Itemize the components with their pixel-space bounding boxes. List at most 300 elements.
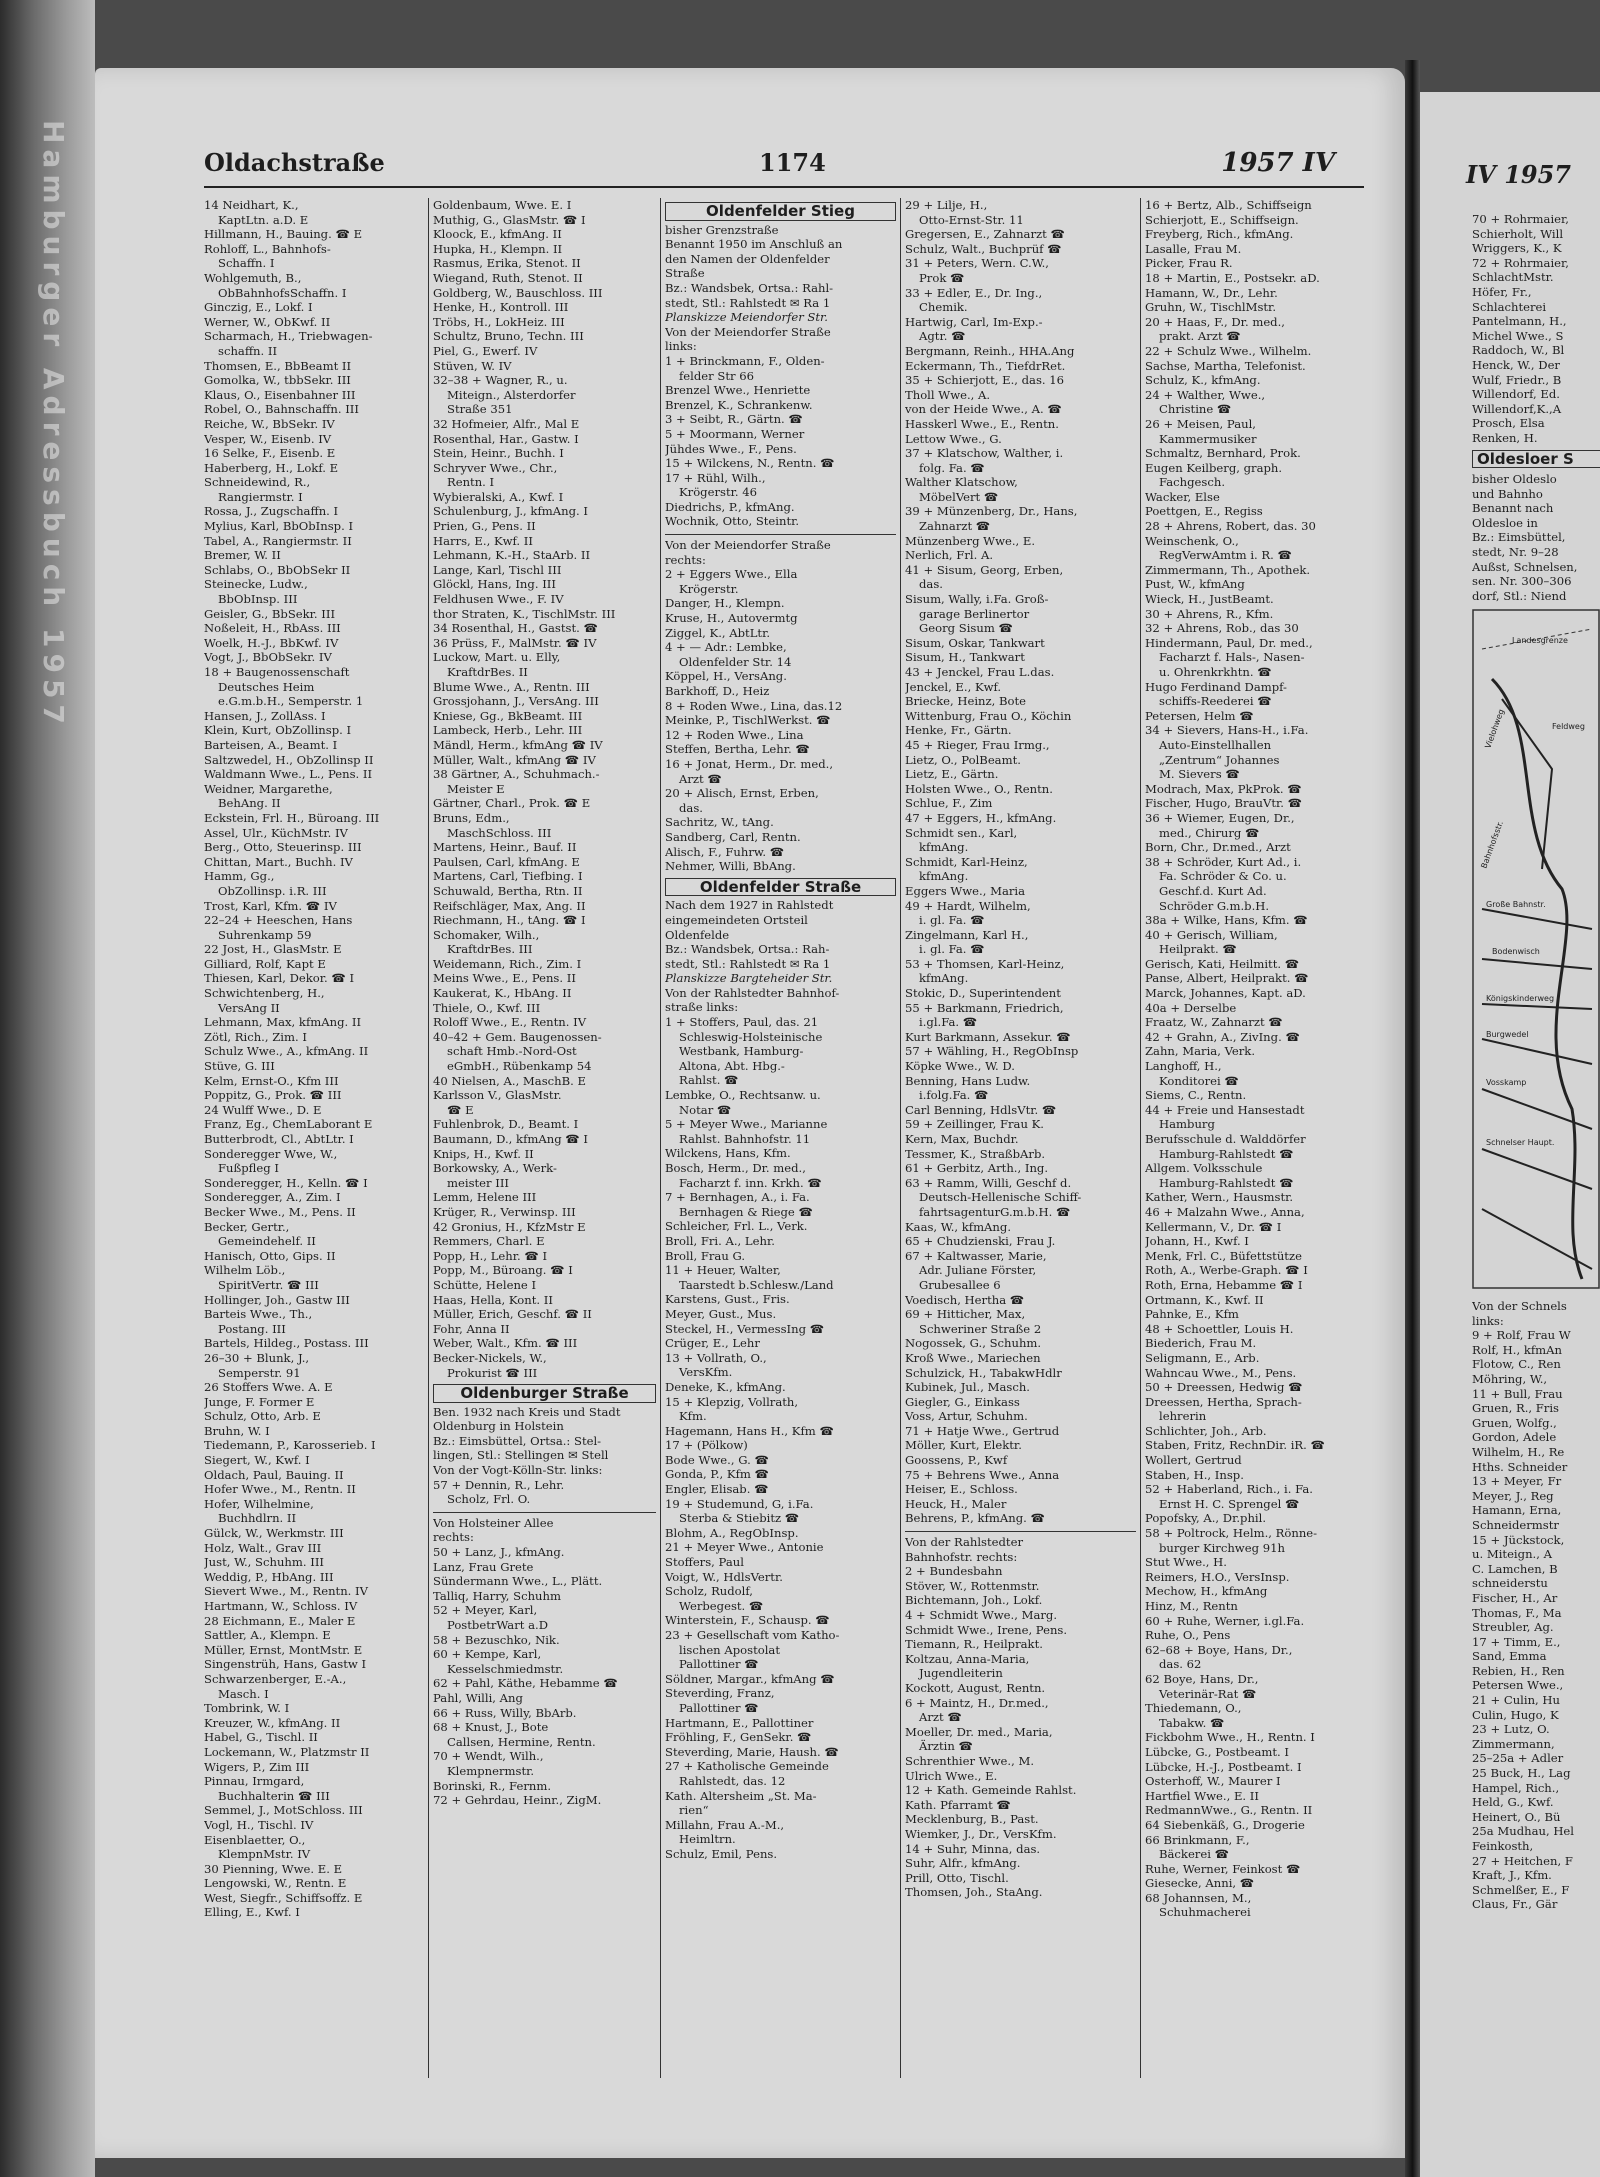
directory-entry: Sonderegger, H., Kelln. ☎ I — [204, 1175, 368, 1190]
directory-entry: SpiritVertr. ☎ III — [218, 1277, 319, 1292]
directory-entry: 67 + Kaltwasser, Marie, — [905, 1248, 1047, 1263]
directory-entry: Voedisch, Hertha ☎ — [905, 1292, 1025, 1307]
directory-entry: Deutsch-Hellenische Schiff- — [919, 1190, 1082, 1205]
directory-entry: Stüven, W. IV — [433, 358, 512, 373]
directory-entry: Reimers, H.O., VersInsp. — [1145, 1569, 1290, 1584]
directory-entry: Gruen, R., Fris — [1472, 1401, 1559, 1416]
directory-entry: 23 + Lutz, O. — [1472, 1722, 1550, 1737]
directory-entry: Schlabs, O., BbObSekr II — [204, 562, 351, 577]
directory-entry: Tholl Wwe., A. — [905, 387, 991, 402]
directory-entry: Zötl, Rich., Zim. I — [204, 1029, 307, 1044]
directory-entry: Poppitz, G., Prok. ☎ III — [204, 1088, 342, 1103]
directory-entry: Sündermann Wwe., L., Plätt. — [433, 1574, 603, 1589]
directory-entry: Hamburg — [1159, 1117, 1215, 1132]
directory-entry: 64 Siebenkäß, G., Drogerie — [1145, 1817, 1305, 1832]
directory-entry: Gonda, P., Kfm ☎ — [665, 1467, 769, 1482]
directory-entry: Petersen, Helm ☎ — [1145, 708, 1254, 723]
directory-entry: Feldhusen Wwe., F. IV — [433, 592, 564, 607]
directory-entry: Schwarzenberger, E.-A., — [204, 1671, 347, 1686]
directory-entry: und Bahnho — [1472, 486, 1543, 501]
directory-entry: Benannt nach — [1472, 501, 1554, 516]
directory-entry: Fußpfleg I — [218, 1161, 279, 1176]
directory-entry: Zahnarzt ☎ — [919, 519, 991, 534]
directory-entry: schaffn. II — [218, 343, 278, 358]
map-street-label: Vielohweg — [1483, 708, 1506, 751]
directory-entry: Lübcke, G., Postbeamt. I — [1145, 1744, 1289, 1759]
directory-entry: Rebien, H., Ren — [1472, 1663, 1565, 1678]
directory-entry: 41 + Sisum, Georg, Erben, — [905, 562, 1064, 577]
directory-entry: Wilhelm Löb., — [204, 1263, 286, 1278]
directory-entry: Lietz, O., PolBeamt. — [905, 752, 1021, 767]
directory-entry: West, Siegfr., Schiffsoffz. E — [204, 1890, 363, 1905]
directory-entry: Raddoch, W., Bl — [1472, 343, 1565, 358]
map-street-label: Feldweg — [1552, 722, 1585, 732]
directory-entry: Poettgen, E., Regiss — [1145, 504, 1263, 519]
directory-entry: Pinnau, Irmgard, — [204, 1774, 305, 1789]
directory-entry: Johann, H., Kwf. I — [1145, 1234, 1249, 1249]
directory-entry: ObZollinsp. i.R. III — [218, 883, 327, 898]
directory-entry: Winterstein, F., Schausp. ☎ — [665, 1613, 830, 1628]
directory-entry: Krögerstr. 46 — [679, 485, 758, 500]
directory-entry: Masch. I — [218, 1686, 269, 1701]
directory-entry: Pallottiner ☎ — [679, 1657, 759, 1672]
directory-entry: Prokurist ☎ III — [447, 1365, 538, 1380]
directory-entry: 14 + Suhr, Minna, das. — [905, 1841, 1041, 1856]
directory-entry: 34 Rosenthal, H., Gastst. ☎ — [433, 621, 598, 636]
directory-entry: Kath. Pfarramt ☎ — [905, 1797, 1011, 1812]
directory-entry: Wulf, Friedr., B — [1472, 372, 1562, 387]
directory-entry: Heimltrn. — [679, 1832, 736, 1847]
directory-entry: das. 62 — [1159, 1657, 1202, 1672]
directory-entry: Bartels, Hildeg., Postass. III — [204, 1336, 369, 1351]
directory-entry: Semperstr. 91 — [218, 1365, 301, 1380]
directory-entry: Menk, Frl. C., Büfettstütze — [1145, 1248, 1302, 1263]
book-gutter — [1405, 60, 1420, 2177]
directory-entry: Agtr. ☎ — [919, 329, 966, 344]
directory-entry: Barteis Wwe., Th., — [204, 1307, 313, 1322]
column-4 — [900, 198, 1140, 2078]
directory-entry: Heiser, E., Schloss. — [905, 1482, 1018, 1497]
directory-entry: kfmAng. — [919, 971, 969, 986]
directory-entry: Barkhoff, D., Heiz — [665, 684, 770, 698]
directory-entry: Trost, Karl, Kfm. ☎ IV — [204, 898, 337, 913]
directory-entry: 27 + Katholische Gemeinde — [665, 1759, 829, 1774]
directory-entry: Callsen, Hermine, Rentn. — [447, 1734, 596, 1749]
directory-entry: Thomsen, E., BbBeamt II — [204, 358, 352, 373]
directory-entry: Werbegest. ☎ — [679, 1598, 764, 1613]
directory-entry: das. — [919, 577, 943, 592]
directory-entry: rien“ — [679, 1803, 709, 1818]
directory-entry: Bz.: Eimsbüttel, Ortsa.: Stel- — [433, 1433, 602, 1448]
directory-entry: Danger, H., Klempn. — [665, 596, 785, 611]
directory-entry: Ernst H. C. Sprengel ☎ — [1159, 1496, 1300, 1511]
directory-entry: 15 + Wilckens, N., Rentn. ☎ — [665, 456, 835, 471]
directory-entry: Meinke, P., TischlWerkst. ☎ — [665, 713, 831, 728]
directory-entry: 32–38 + Wagner, R., u. — [433, 373, 568, 388]
directory-entry: Schaffn. I — [218, 256, 275, 271]
directory-entry: Oldenfelde — [665, 927, 730, 942]
directory-entry: schaft Hmb.-Nord-Ost — [447, 1044, 577, 1059]
directory-entry: Flotow, C., Ren — [1472, 1357, 1561, 1372]
directory-entry: Möller, Kurt, Elektr. — [905, 1438, 1022, 1453]
directory-entry: e.G.m.b.H., Semperstr. 1 — [218, 694, 364, 709]
directory-entry: 75 + Behrens Wwe., Anna — [905, 1467, 1060, 1482]
directory-entry: Holz, Walt., Grav III — [204, 1540, 322, 1555]
directory-entry: Otto-Ernst-Str. 11 — [919, 212, 1024, 227]
directory-entry: Hagemann, Hans H., Kfm ☎ — [665, 1423, 834, 1438]
directory-entry: Veterinär-Rat ☎ — [1159, 1686, 1257, 1701]
directory-entry: Fickbohm Wwe., H., Rentn. I — [1145, 1730, 1315, 1745]
directory-entry: i. gl. Fa. ☎ — [919, 942, 985, 957]
directory-entry: Fischer, H., Ar — [1472, 1590, 1558, 1605]
directory-entry: 26–30 + Blunk, J., — [204, 1350, 310, 1365]
directory-entry: Wacker, Else — [1145, 489, 1220, 504]
directory-entry: Kockott, August, Rentn. — [905, 1680, 1046, 1695]
directory-entry: Jühdes Wwe., F., Pens. — [665, 441, 797, 456]
directory-entry: Suhr, Alfr., kfmAng. — [905, 1856, 1021, 1871]
directory-entry: 21 + Culin, Hu — [1472, 1693, 1561, 1708]
directory-entry: Kellermann, V., Dr. ☎ I — [1145, 1219, 1282, 1234]
directory-entry: Weddig, P., HbAng. III — [204, 1569, 334, 1584]
directory-entry: Schulenburg, J., kfmAng. I — [433, 504, 588, 519]
directory-entry: Marck, Johannes, Kapt. aD. — [1145, 986, 1306, 1001]
directory-entry: 60 + Ruhe, Werner, i.gl.Fa. — [1145, 1613, 1305, 1628]
directory-entry: Gruen, Wolfg., — [1472, 1415, 1557, 1430]
directory-entry: Schmidt, Karl-Heinz, — [905, 854, 1028, 869]
directory-entry: 53 + Thomsen, Karl-Heinz, — [905, 956, 1065, 971]
directory-entry: 16 Selke, F., Eisenb. E — [204, 446, 336, 461]
directory-entry: 14 Neidhart, K., — [204, 198, 299, 212]
directory-entry: Münzenberg Wwe., E. — [905, 533, 1036, 548]
directory-entry: Reiche, W., BbSekr. IV — [204, 416, 335, 431]
directory-entry: Gomolka, W., tbbSekr. III — [204, 373, 351, 388]
directory-entry: Schlichter, Joh., Arb. — [1145, 1423, 1267, 1438]
directory-entry: Tiemann, R., Heilprakt. — [905, 1637, 1043, 1652]
directory-entry: Staben, Fritz, RechnDir. iR. ☎ — [1145, 1438, 1325, 1453]
directory-entry: Lengowski, W., Rentn. E — [204, 1876, 347, 1891]
directory-entry: 58 + Bezuschko, Nik. — [433, 1632, 560, 1647]
directory-entry: Ziggel, K., AbtLtr. — [665, 625, 771, 640]
directory-entry: „Zentrum“ Johannes — [1159, 752, 1280, 767]
directory-entry: 58 + Poltrock, Helm., Rönne- — [1145, 1526, 1318, 1541]
directory-entry: Panse, Albert, Heilprakt. ☎ — [1145, 971, 1309, 986]
directory-entry: Ärztin ☎ — [919, 1739, 973, 1754]
directory-entry: Westbank, Hamburg- — [679, 1044, 804, 1059]
directory-entry: eGmbH., Rübenkamp 54 — [447, 1059, 592, 1074]
directory-entry: Barteisen, A., Beamt. I — [204, 737, 338, 752]
directory-entry: Zimmermann, — [1472, 1736, 1555, 1751]
directory-entry: Henke, H., Kontroll. III — [433, 300, 569, 315]
directory-entry: Schulz, Otto, Arb. E — [204, 1409, 321, 1424]
directory-entry: Oldesloe in — [1472, 515, 1538, 530]
directory-entry: Facharzt f. inn. Krkh. ☎ — [679, 1175, 822, 1190]
directory-entry: 48 + Schoettler, Louis H. — [1145, 1321, 1294, 1336]
directory-entry: Kath. Altersheim „St. Ma- — [665, 1788, 817, 1803]
directory-entry: Müller, Erich, Geschf. ☎ II — [433, 1307, 592, 1322]
directory-entry: ObBahnhofsSchaffn. I — [218, 285, 347, 300]
directory-entry: 52 + Meyer, Karl, — [433, 1603, 538, 1618]
directory-entry: Wigers, P., Zim III — [204, 1759, 310, 1774]
directory-entry: 21 + Meyer Wwe., Antonie — [665, 1540, 824, 1555]
directory-entry: Pantelmann, H., — [1472, 314, 1567, 329]
directory-entry: Schwichtenberg, H., — [204, 986, 325, 1001]
directory-entry: Diedrichs, P., kfmAng. — [665, 499, 795, 514]
directory-entry: Hamm, Gg., — [204, 869, 275, 884]
directory-entry: Saltzwedel, H., ObZollinsp II — [204, 752, 374, 767]
directory-entry: Kubinek, Jul., Masch. — [905, 1380, 1030, 1395]
directory-entry: Wriggers, K., K — [1472, 241, 1562, 256]
directory-entry: Hinz, M., Rentn — [1145, 1599, 1238, 1613]
directory-entry: RegVerwAmtm i. R. ☎ — [1159, 548, 1292, 563]
directory-entry: Hofer, Wilhelmine, — [204, 1496, 314, 1511]
directory-entry: Assel, Ulr., KüchMstr. IV — [204, 825, 348, 840]
directory-entry: 13 + Meyer, Fr — [1472, 1474, 1562, 1489]
directory-entry: Osterhoff, W., Maurer I — [1145, 1774, 1281, 1789]
directory-entry: Nerlich, Frl. A. — [905, 548, 994, 563]
directory-entry: Culin, Hugo, K — [1472, 1707, 1559, 1722]
directory-entry: sen. Nr. 300–306 — [1472, 574, 1572, 589]
directory-entry: 49 + Hardt, Wilhelm, — [905, 898, 1031, 913]
directory-entry: Lembke, O., Rechtsanw. u. — [665, 1088, 821, 1103]
directory-entry: Kaas, W., kfmAng. — [905, 1219, 1012, 1234]
directory-entry: 42 + Grahn, A., ZivIng. ☎ — [1145, 1029, 1300, 1044]
directory-entry: Pust, W., kfmAng — [1145, 577, 1245, 592]
directory-entry: Notar ☎ — [679, 1102, 732, 1117]
directory-entry: Rahlstedt, das. 12 — [679, 1773, 786, 1788]
directory-entry: 1 + Brinckmann, F., Olden- — [665, 353, 825, 368]
directory-entry: Schneidewind, R., — [204, 475, 311, 490]
directory-entry: Schierjott, E., Schiffseign. — [1145, 212, 1299, 227]
directory-entry: Henck, W., Der — [1472, 357, 1560, 372]
directory-entry: 22 Jost, H., GlasMstr. E — [204, 942, 342, 957]
directory-entry: Nach dem 1927 in Rahlstedt — [665, 898, 834, 913]
directory-entry: 15 + Klepzig, Vollrath, — [665, 1394, 799, 1409]
directory-entry: 27 + Heitchen, F — [1472, 1853, 1573, 1868]
directory-entry: 44 + Freie und Hansestadt — [1145, 1102, 1305, 1117]
directory-entry: Chemik. — [919, 300, 968, 315]
directory-entry: 66 + Russ, Willy, BbArb. — [433, 1705, 577, 1720]
directory-entry: Hampel, Rich., — [1472, 1780, 1560, 1795]
directory-entry: Von Holsteiner Allee — [433, 1515, 554, 1530]
directory-entry: Goossens, P., Kwf — [905, 1453, 1008, 1468]
directory-entry: 31 + Peters, Wern. C.W., — [905, 256, 1049, 271]
directory-entry: Bz.: Wandsbek, Ortsa.: Rahl- — [665, 280, 834, 295]
directory-entry: Sonderegger Wwe, W., — [204, 1146, 338, 1161]
directory-entry: 62–68 + Boye, Hans, Dr., — [1145, 1642, 1293, 1657]
page-number: 1174 — [759, 148, 826, 177]
directory-entry: Lambeck, Herb., Lehr. III — [433, 723, 583, 738]
directory-entry: 9 + Rolf, Frau W — [1472, 1328, 1571, 1343]
directory-entry: Heilprakt. ☎ — [1159, 942, 1237, 957]
directory-entry: 70 + Rohrmaier, — [1472, 212, 1569, 226]
directory-entry: Thomsen, Joh., StaAng. — [905, 1885, 1043, 1900]
directory-entry: Voigt, W., HdlsVertr. — [665, 1569, 783, 1584]
directory-entry: lingen, Stl.: Stellingen ✉ Stell — [433, 1448, 609, 1463]
directory-entry: Hamburg-Rahlstedt ☎ — [1159, 1146, 1294, 1161]
directory-entry: 57 + Dennin, R., Lehr. — [433, 1477, 565, 1492]
directory-entry: 24 + Walther, Wwe., — [1145, 387, 1266, 402]
directory-entry: 4 + — Adr.: Lembke, — [665, 640, 787, 655]
directory-entry: Tessmer, K., StraßbArb. — [905, 1146, 1046, 1161]
directory-entry: 7 + Bernhagen, A., i. Fa. — [665, 1190, 810, 1205]
directory-entry: Von der Schnels — [1472, 1299, 1567, 1314]
column-3 — [660, 198, 900, 2078]
directory-entry: Modrach, Max, PkProk. ☎ — [1145, 781, 1302, 796]
directory-entry: Sonderegger, A., Zim. I — [204, 1190, 341, 1205]
directory-entry: Heinert, O., Bü — [1472, 1809, 1561, 1824]
directory-entry: Biederich, Frau M. — [1145, 1336, 1257, 1351]
directory-entry: Köpke Wwe., W. D. — [905, 1059, 1015, 1074]
directory-entry: Hupka, H., Klempn. II — [433, 241, 563, 256]
directory-entry: Schomaker, Wilh., — [433, 927, 540, 942]
directory-entry: Goldberg, W., Bauschloss. III — [433, 285, 603, 300]
directory-entry: Pahl, Willi, Ang — [433, 1690, 523, 1705]
directory-columns — [200, 198, 1372, 2078]
page-header — [204, 148, 1335, 182]
directory-entry: Schmidt Wwe., Irene, Pens. — [905, 1622, 1068, 1637]
map-street-label: Burgwedel — [1486, 1030, 1529, 1040]
directory-entry: Von der Rahlstedter — [905, 1535, 1023, 1550]
directory-entry: 22–24 + Heeschen, Hans — [204, 913, 353, 928]
directory-entry: Taarstedt b.Schlesw./Land — [679, 1277, 834, 1292]
directory-entry: 50 + Lanz, J., kfmAng. — [433, 1545, 565, 1560]
directory-entry: Stut Wwe., H. — [1145, 1555, 1227, 1570]
directory-entry: C. Lamchen, B — [1472, 1561, 1558, 1576]
section-divider — [433, 1512, 656, 1513]
directory-entry: Thiedemann, O., — [1145, 1701, 1242, 1716]
directory-entry: 72 + Rohrmaier, — [1472, 255, 1569, 270]
directory-entry: Hindermann, Paul, Dr. med., — [1145, 635, 1313, 650]
directory-entry: Geschf.d. Kurt Ad. — [1159, 883, 1267, 898]
directory-entry: 18 + Baugenossenschaft — [204, 665, 350, 679]
directory-entry: Roloff Wwe., E., Rentn. IV — [433, 1015, 587, 1030]
directory-entry: 22 + Schulz Wwe., Wilhelm. — [1145, 343, 1312, 358]
directory-entry: Haberberg, H., Lokf. E — [204, 460, 339, 475]
directory-entry: Seligmann, E., Arb. — [1145, 1350, 1260, 1365]
directory-entry: Schröder G.m.b.H. — [1159, 898, 1270, 913]
directory-entry: Scharmach, H., Triebwagen- — [204, 329, 373, 344]
directory-entry: Blohm, A., RegObInsp. — [665, 1525, 799, 1540]
directory-entry: 23 + Gesellschaft vom Katho- — [665, 1628, 840, 1642]
directory-entry: Kather, Wern., Hausmstr. — [1145, 1190, 1294, 1205]
directory-entry: 40a + Derselbe — [1145, 1000, 1237, 1015]
directory-entry: Klaus, O., Eisenbahner III — [204, 387, 356, 402]
directory-entry: Mechow, H., kfmAng — [1145, 1584, 1268, 1599]
directory-entry: Postang. III — [218, 1321, 286, 1336]
directory-entry: Rasmus, Erika, Stenot. II — [433, 256, 581, 271]
directory-entry: 37 + Klatschow, Walther, i. — [905, 446, 1064, 461]
directory-entry: bisher Oldeslo — [1472, 472, 1557, 487]
directory-entry: Steverding, Marie, Haush. ☎ — [665, 1744, 839, 1759]
directory-entry: Müller, Walt., kfmAng ☎ IV — [433, 752, 596, 767]
directory-entry: VersAng II — [218, 1000, 280, 1015]
directory-entry: Wiemker, J., Dr., VersKfm. — [905, 1826, 1057, 1841]
directory-entry: Henke, Fr., Gärtn. — [905, 723, 1012, 738]
directory-entry: Fuhlenbrok, D., Beamt. I — [433, 1117, 579, 1132]
directory-entry: u. Ohrenkrkhtn. ☎ — [1159, 665, 1272, 679]
directory-entry: Habel, G., Tischl. II — [204, 1730, 318, 1745]
directory-entry: Schierholt, Will — [1472, 226, 1564, 241]
directory-entry: dorf, Stl.: Niend — [1472, 588, 1567, 603]
directory-entry: fahrtsagenturG.m.b.H. ☎ — [919, 1204, 1071, 1219]
directory-entry: Rohloff, L., Bahnhofs- — [204, 241, 331, 256]
directory-entry: RedmannWwe., G., Rentn. II — [1145, 1803, 1313, 1818]
directory-entry: Kesselschmiedmstr. — [447, 1661, 564, 1676]
directory-entry: Siegert, W., Kwf. I — [204, 1453, 310, 1468]
directory-entry: 57 + Wähling, H., RegObInsp — [905, 1044, 1079, 1059]
directory-entry: 29 + Lilje, H., — [905, 198, 988, 212]
directory-entry: 38 Gärtner, A., Schuhmach.- — [433, 767, 600, 782]
directory-entry: Woelk, H.-J., BbKwf. IV — [204, 635, 339, 650]
directory-entry: Dreessen, Hertha, Sprach- — [1145, 1394, 1302, 1409]
directory-entry: burger Kirchweg 91h — [1159, 1540, 1285, 1555]
directory-entry: Blume Wwe., A., Rentn. III — [433, 679, 590, 694]
directory-entry: Fa. Schröder & Co. u. — [1159, 869, 1287, 884]
directory-entry: 45 + Rieger, Frau Irmg., — [905, 737, 1050, 752]
directory-entry: Buchhalterin ☎ III — [218, 1788, 330, 1803]
directory-entry: Renken, H. — [1472, 430, 1538, 445]
directory-entry: Butterbrodt, Cl., AbtLtr. I — [204, 1132, 354, 1146]
directory-entry: 20 + Alisch, Ernst, Erben, — [665, 786, 819, 801]
directory-entry: Vogt, J., BbObSekr. IV — [204, 650, 332, 665]
directory-entry: lehrerin — [1159, 1409, 1207, 1424]
directory-entry: Mändl, Herm., kfmAng ☎ IV — [433, 737, 603, 752]
directory-entry: 50 + Dreessen, Hedwig ☎ — [1145, 1380, 1303, 1395]
directory-entry: Eisenblaetter, O., — [204, 1832, 306, 1847]
directory-entry: ☎ E — [447, 1102, 474, 1117]
directory-entry: 40 Nielsen, A., MaschB. E — [433, 1073, 586, 1088]
directory-entry: Scholz, Rudolf, — [665, 1584, 753, 1599]
directory-entry: Pahnke, E., Kfm — [1145, 1307, 1239, 1322]
directory-entry: Lemm, Helene III — [433, 1190, 537, 1205]
directory-entry: Lübcke, H.-J., Postbeamt. I — [1145, 1759, 1302, 1774]
directory-entry: Zimmermann, Th., Apothek. — [1145, 562, 1311, 577]
directory-entry: Schrenthier Wwe., M. — [905, 1753, 1035, 1768]
directory-entry: Schneidermstr — [1472, 1517, 1559, 1532]
directory-entry: Prill, Otto, Tischl. — [905, 1870, 1009, 1885]
directory-entry: 33 + Edler, E., Dr. Ing., — [905, 285, 1043, 300]
directory-entry: KraftdrBes. III — [447, 942, 533, 957]
directory-entry: Muthig, G., GlasMstr. ☎ I — [433, 212, 586, 227]
directory-entry: med., Chirurg ☎ — [1159, 825, 1260, 840]
directory-entry: Heuck, H., Maler — [905, 1496, 1007, 1511]
directory-entry: 68 Johannsen, M., — [1145, 1890, 1252, 1905]
directory-entry: Hugo Ferdinand Dampf- — [1145, 679, 1287, 694]
directory-entry: Popp, H., Lehr. ☎ I — [433, 1248, 548, 1263]
directory-entry: 13 + Vollrath, O., — [665, 1350, 767, 1365]
directory-entry: schiffs-Reederei ☎ — [1159, 694, 1272, 709]
directory-entry: Sterba & Stiebitz ☎ — [679, 1511, 800, 1526]
directory-entry: VersKfm. — [679, 1365, 733, 1380]
directory-entry: Meins Wwe., E., Pens. II — [433, 971, 576, 986]
directory-entry: 62 + Pahl, Käthe, Hebamme ☎ — [433, 1676, 618, 1691]
directory-entry: Vesper, W., Eisenb. IV — [204, 431, 332, 446]
directory-entry: Schryver Wwe., Chr., — [433, 460, 558, 475]
directory-entry: Facharzt f. Hals-, Nasen- — [1159, 650, 1305, 665]
directory-entry: Sisum, Wally, i.Fa. Groß- — [905, 592, 1049, 607]
directory-entry: Hollinger, Joh., Gastw III — [204, 1292, 350, 1307]
directory-entry: Roth, A., Werbe-Graph. ☎ I — [1145, 1263, 1308, 1278]
directory-entry: Köppel, H., VersAng. — [665, 669, 787, 684]
directory-entry: Krüger, R., Verwinsp. III — [433, 1204, 576, 1219]
directory-entry: thor Straten, K., TischlMstr. III — [433, 606, 616, 621]
directory-entry: 15 + Jückstock, — [1472, 1532, 1565, 1547]
directory-entry: Steckel, H., VermessIng ☎ — [665, 1321, 825, 1336]
directory-entry: Voss, Artur, Schuhm. — [905, 1409, 1028, 1424]
right-page-entries-top — [1472, 212, 1600, 446]
directory-entry: 2 + Eggers Wwe., Ella — [665, 567, 798, 582]
directory-entry: Koltzau, Anna-Maria, — [905, 1651, 1030, 1666]
